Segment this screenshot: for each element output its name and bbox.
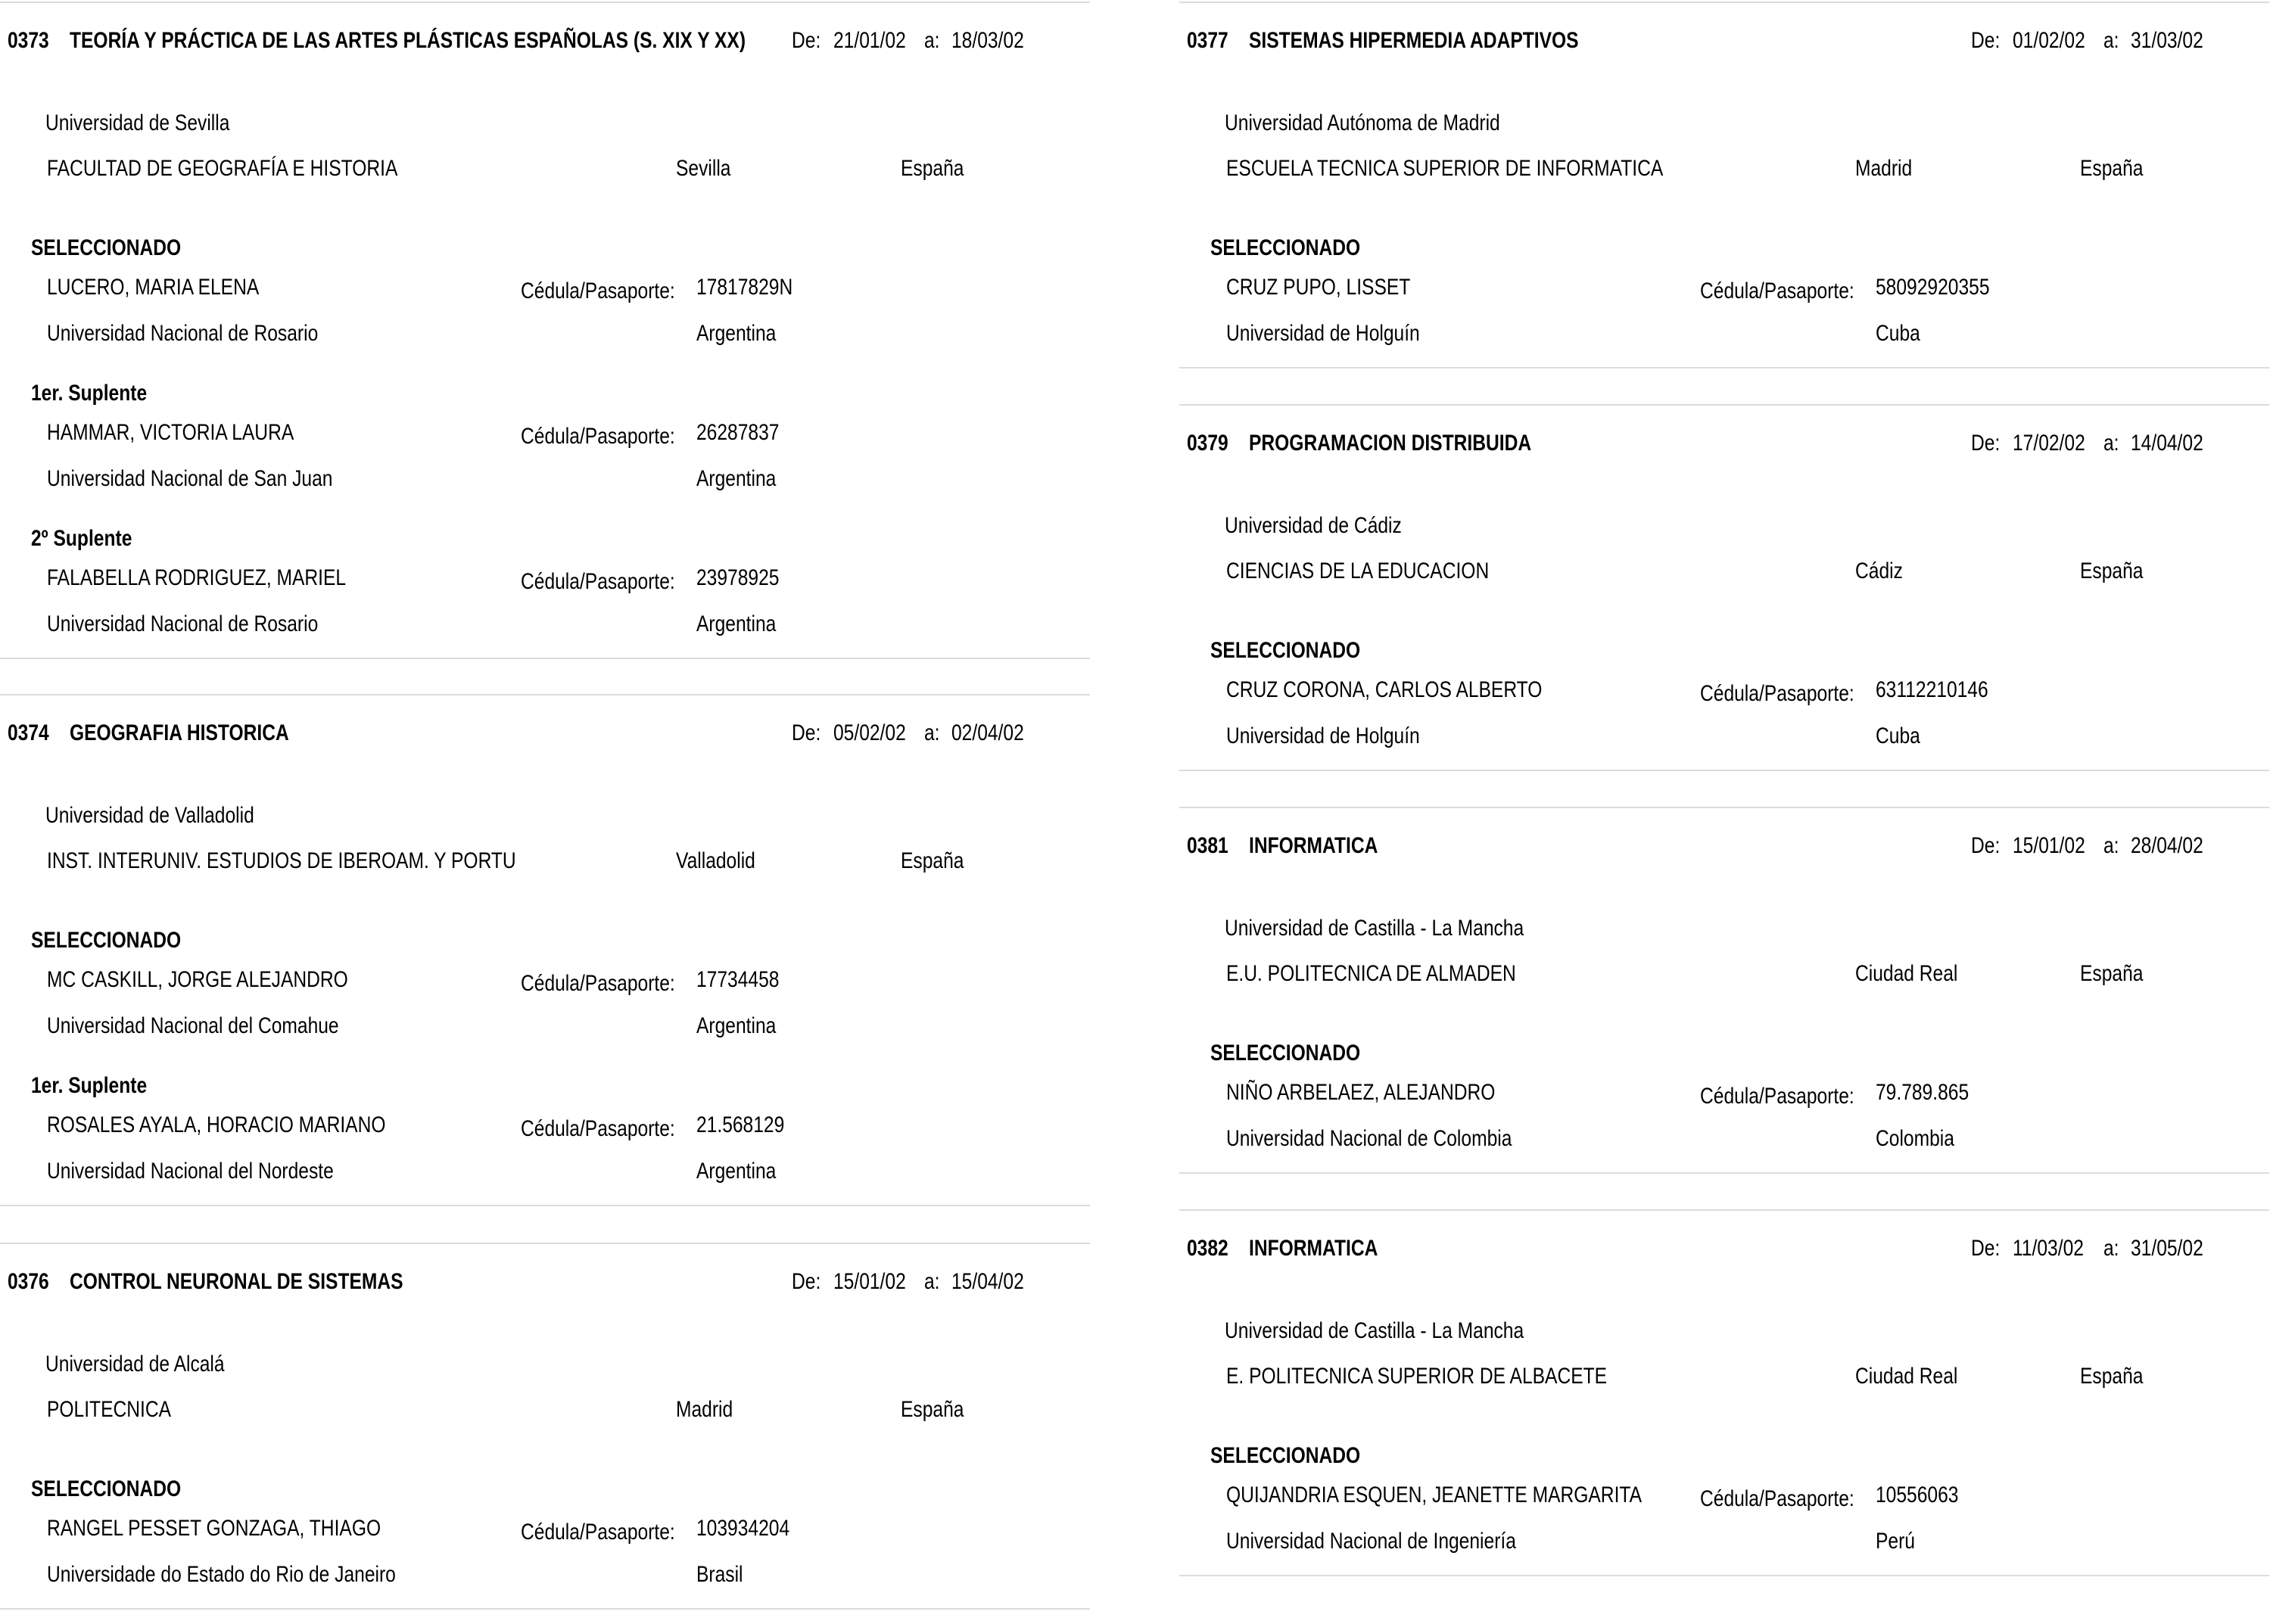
section-divider [1179,404,2269,406]
candidate-document: 17817829N [696,275,793,300]
candidate-country: Argentina [696,1159,777,1184]
id-label: Cédula/Pasaporte: [1700,1084,1854,1109]
host-faculty: FACULTAD DE GEOGRAFÍA E HISTORIA [47,156,398,181]
host-university: Universidad de Sevilla [45,110,230,135]
candidate-name: QUIJANDRIA ESQUEN, JEANETTE MARGARITA [1226,1482,1643,1507]
candidate-document: 26287837 [696,420,780,445]
candidate-role: SELECCIONADO [31,1476,182,1501]
host-city: Madrid [676,1397,733,1422]
candidate-role: SELECCIONADO [31,928,182,953]
section-divider [0,1205,1090,1206]
candidate-country: Cuba [1876,723,1920,748]
course-title: GEOGRAFIA HISTORICA [70,720,289,745]
host-city: Sevilla [676,156,731,181]
date-to-label: a: [2103,1236,2119,1261]
host-country: España [901,156,964,181]
host-country: España [2080,961,2144,986]
candidate-role: SELECCIONADO [1210,235,1361,260]
course-code: 0382 [1187,1236,1228,1261]
course-title: SISTEMAS HIPERMEDIA ADAPTIVOS [1249,28,1579,53]
candidate-country: Perú [1876,1529,1915,1554]
candidate-university: Universidad Nacional de Colombia [1226,1126,1512,1151]
host-university: Universidad de Valladolid [45,803,254,828]
host-country: España [2080,156,2144,181]
host-faculty: CIENCIAS DE LA EDUCACION [1226,558,1490,583]
candidate-country: Colombia [1876,1126,1954,1151]
candidate-university: Universidad Nacional de San Juan [47,466,333,491]
candidate-country: Argentina [696,611,777,636]
section-divider [1179,1209,2269,1211]
section-divider [1179,2,2269,3]
section-divider [1179,770,2269,771]
course-title: CONTROL NEURONAL DE SISTEMAS [70,1269,403,1294]
id-label: Cédula/Pasaporte: [1700,278,1854,303]
section-divider [1179,807,2269,808]
host-city: Valladolid [676,848,755,873]
candidate-country: Cuba [1876,321,1920,346]
host-faculty: INST. INTERUNIV. ESTUDIOS DE IBEROAM. Y PORTU [47,848,516,873]
course-code: 0381 [1187,833,1228,858]
id-label: Cédula/Pasaporte: [1700,1486,1854,1511]
host-university: Universidad de Alcalá [45,1352,225,1377]
candidate-document: 23978925 [696,565,780,590]
date-to: 15/04/02 [951,1269,1024,1294]
date-to: 14/04/02 [2131,431,2203,456]
section-divider [0,658,1090,659]
candidate-university: Universidad de Holguín [1226,723,1420,748]
candidate-name: CRUZ CORONA, CARLOS ALBERTO [1226,677,1543,702]
date-from: 21/01/02 [833,28,906,53]
id-label: Cédula/Pasaporte: [521,1520,675,1545]
candidate-name: ROSALES AYALA, HORACIO MARIANO [47,1112,386,1137]
candidate-document: 58092920355 [1876,275,1990,300]
candidate-role: SELECCIONADO [1210,1041,1361,1066]
id-label: Cédula/Pasaporte: [521,1116,675,1141]
host-country: España [901,1397,964,1422]
candidate-role: SELECCIONADO [1210,638,1361,663]
candidate-name: CRUZ PUPO, LISSET [1226,275,1411,300]
course-code: 0376 [8,1269,49,1294]
candidate-name: HAMMAR, VICTORIA LAURA [47,420,294,445]
host-faculty: POLITECNICA [47,1397,172,1422]
date-from-label: De: [792,28,821,53]
section-divider [1179,367,2269,369]
id-label: Cédula/Pasaporte: [521,424,675,449]
date-to-label: a: [2103,28,2119,53]
candidate-university: Universidade do Estado do Rio de Janeiro [47,1562,396,1587]
id-label: Cédula/Pasaporte: [521,278,675,303]
candidate-university: Universidad Nacional de Rosario [47,611,319,636]
host-university: Universidad Autónoma de Madrid [1225,110,1500,135]
date-from: 17/02/02 [2013,431,2085,456]
candidate-role: SELECCIONADO [31,235,182,260]
course-code: 0374 [8,720,49,745]
course-code: 0377 [1187,28,1228,53]
candidate-role: 2º Suplente [31,526,132,551]
section-divider [0,1608,1090,1610]
candidate-university: Universidad de Holguín [1226,321,1420,346]
section-divider [1179,1575,2269,1576]
candidate-document: 103934204 [696,1516,790,1541]
date-to: 18/03/02 [951,28,1024,53]
date-to-label: a: [2103,431,2119,456]
candidate-role: 1er. Suplente [31,1073,148,1098]
candidate-country: Argentina [696,1013,777,1038]
date-to-label: a: [924,720,940,745]
host-country: España [2080,558,2144,583]
section-divider [0,694,1090,695]
date-to: 31/05/02 [2131,1236,2203,1261]
candidate-university: Universidad Nacional del Nordeste [47,1159,334,1184]
host-faculty: E. POLITECNICA SUPERIOR DE ALBACETE [1226,1364,1608,1389]
host-university: Universidad de Castilla - La Mancha [1225,916,1524,941]
host-country: España [2080,1364,2144,1389]
id-label: Cédula/Pasaporte: [1700,681,1854,706]
date-from: 15/01/02 [833,1269,906,1294]
date-to-label: a: [2103,833,2119,858]
id-label: Cédula/Pasaporte: [521,569,675,594]
host-country: España [901,848,964,873]
course-title: TEORÍA Y PRÁCTICA DE LAS ARTES PLÁSTICAS ESPAÑOLAS (S. XIX Y XX) [70,28,746,53]
candidate-document: 10556063 [1876,1482,1959,1507]
date-to-label: a: [924,1269,940,1294]
date-from-label: De: [1971,28,2001,53]
candidate-document: 17734458 [696,967,780,992]
date-to: 28/04/02 [2131,833,2203,858]
candidate-name: FALABELLA RODRIGUEZ, MARIEL [47,565,347,590]
date-from-label: De: [1971,1236,2001,1261]
candidate-university: Universidad Nacional de Rosario [47,321,319,346]
date-from: 11/03/02 [2013,1236,2084,1261]
candidate-name: LUCERO, MARIA ELENA [47,275,260,300]
date-from: 01/02/02 [2013,28,2085,53]
host-city: Ciudad Real [1855,961,1958,986]
course-code: 0379 [1187,431,1228,456]
host-city: Cádiz [1855,558,1903,583]
candidate-name: RANGEL PESSET GONZAGA, THIAGO [47,1516,381,1541]
candidate-document: 79.789.865 [1876,1080,1970,1105]
candidate-document: 63112210146 [1876,677,1988,702]
host-city: Ciudad Real [1855,1364,1958,1389]
date-to: 31/03/02 [2131,28,2203,53]
host-faculty: ESCUELA TECNICA SUPERIOR DE INFORMATICA [1226,156,1664,181]
date-from-label: De: [1971,431,2001,456]
section-divider [1179,1172,2269,1174]
course-title: INFORMATICA [1249,1236,1378,1261]
course-title: INFORMATICA [1249,833,1378,858]
host-city: Madrid [1855,156,1913,181]
candidate-name: NIÑO ARBELAEZ, ALEJANDRO [1226,1080,1496,1105]
date-from-label: De: [1971,833,2001,858]
date-to: 02/04/02 [951,720,1024,745]
date-from-label: De: [792,1269,821,1294]
candidate-document: 21.568129 [696,1112,785,1137]
date-from: 15/01/02 [2013,833,2085,858]
candidate-name: MC CASKILL, JORGE ALEJANDRO [47,967,348,992]
host-university: Universidad de Cádiz [1225,513,1402,538]
candidate-university: Universidad Nacional del Comahue [47,1013,339,1038]
date-from-label: De: [792,720,821,745]
id-label: Cédula/Pasaporte: [521,971,675,996]
section-divider [0,2,1090,3]
candidate-country: Brasil [696,1562,743,1587]
course-code: 0373 [8,28,49,53]
host-faculty: E.U. POLITECNICA DE ALMADEN [1226,961,1516,986]
host-university: Universidad de Castilla - La Mancha [1225,1318,1524,1343]
candidate-role: SELECCIONADO [1210,1443,1361,1468]
course-title: PROGRAMACION DISTRIBUIDA [1249,431,1532,456]
date-from: 05/02/02 [833,720,906,745]
candidate-country: Argentina [696,466,777,491]
candidate-role: 1er. Suplente [31,381,148,406]
candidate-country: Argentina [696,321,777,346]
section-divider [0,1243,1090,1244]
candidate-university: Universidad Nacional de Ingeniería [1226,1529,1516,1554]
date-to-label: a: [924,28,940,53]
